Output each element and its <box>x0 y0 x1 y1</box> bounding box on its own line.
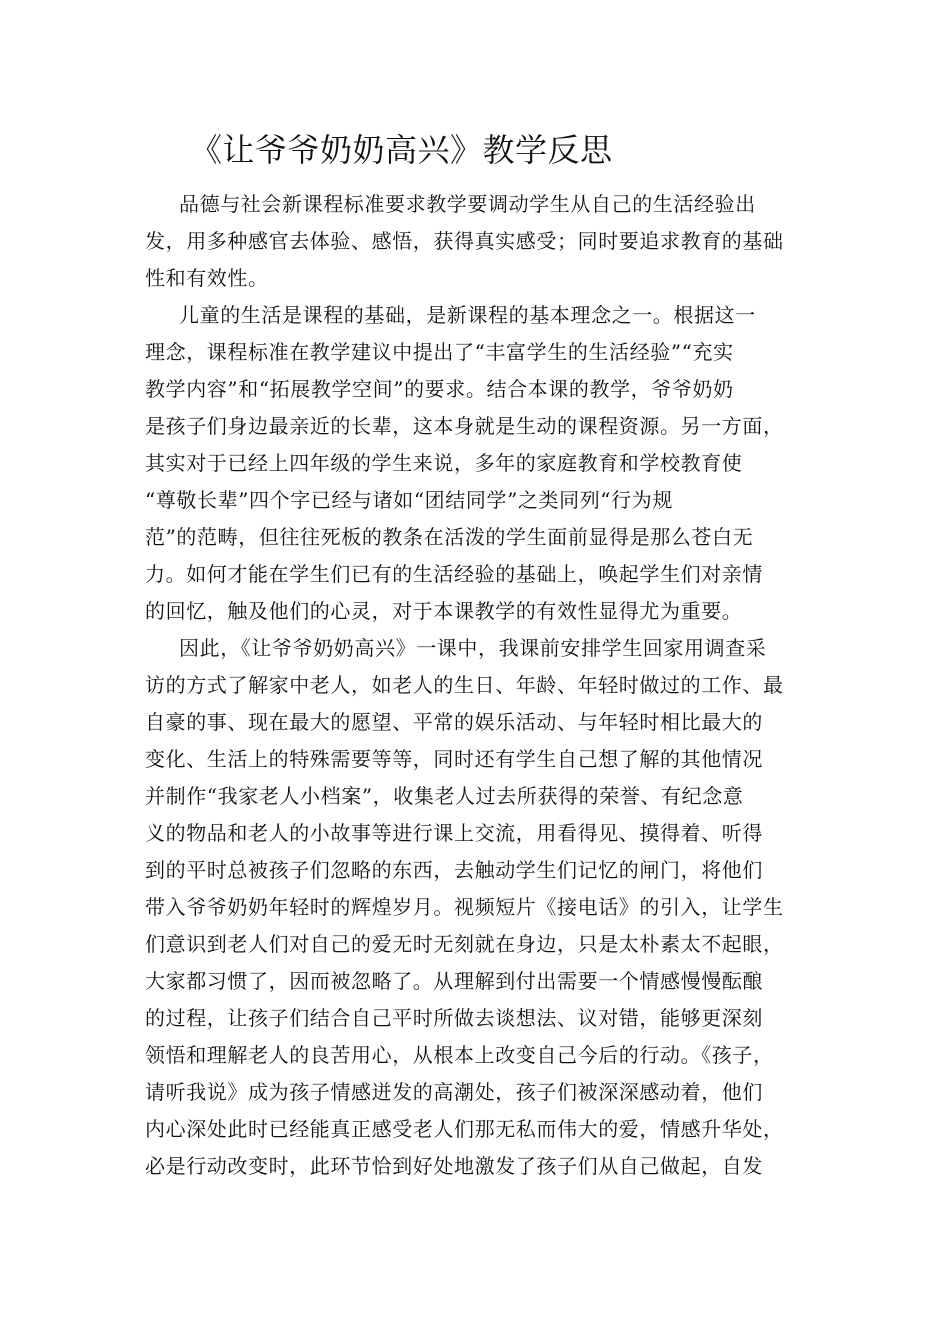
paragraph-line: 性和有效性。 <box>145 266 269 290</box>
paragraph <box>145 186 835 297</box>
paragraph-line: 大家都习惯了，因而被忽略了。从理解到付出需要一个情感慢慢酝酿 <box>145 969 763 993</box>
paragraph-line: 品德与社会新课程标准要求教学要调动学生从自己的生活经验出 <box>179 192 756 216</box>
paragraph-line: 范”的范畴，但往往死板的教条在活泼的学生面前显得是那么苍白无 <box>145 525 754 549</box>
paragraph-line: 力。如何才能在学生们已有的生活经验的基础上，唤起学生们对亲情 <box>145 562 763 586</box>
paragraph-line: 义的物品和老人的小故事等进行课上交流，用看得见、摸得着、听得 <box>145 821 763 845</box>
paragraph-line: 必是行动改变时，此环节恰到好处地激发了孩子们从自己做起，自发 <box>145 1154 763 1178</box>
paragraph-line: “尊敬长辈”四个字已经与诸如“团结同学”之类同列“行为规 <box>145 488 673 512</box>
paragraph-line: 的回忆，触及他们的心灵，对于本课教学的有效性显得尤为重要。 <box>145 599 743 623</box>
paragraph-line: 是孩子们身边最亲近的长辈，这本身就是生动的课程资源。另一方面， <box>145 414 784 438</box>
paragraph-line: 带入爷爷奶奶年轻时的辉煌岁月。视频短片《接电话》的引入，让学生 <box>145 895 784 919</box>
paragraph-line: 自豪的事、现在最大的愿望、平常的娱乐活动、与年轻时相比最大的 <box>145 710 763 734</box>
paragraph-line: 并制作“我家老人小档案”，收集老人过去所获得的荣誉、有纪念意 <box>145 784 744 808</box>
document-title: 《让爷爷奶奶高兴》教学反思 <box>190 131 613 169</box>
paragraph-line: 们意识到老人们对自己的爱无时无刻就在身边，只是太朴素太不起眼， <box>145 932 784 956</box>
paragraph-line: 变化、生活上的特殊需要等等，同时还有学生自己想了解的其他情况 <box>145 747 763 771</box>
paragraph-line: 儿童的生活是课程的基础，是新课程的基本理念之一。根据这一 <box>179 303 756 327</box>
paragraph-line: 因此，《让爷爷奶奶高兴》一课中，我课前安排学生回家用调查采 <box>179 636 767 660</box>
paragraph-line: 教学内容”和“拓展教学空间”的要求。结合本课的教学，爷爷奶奶 <box>145 377 734 401</box>
paragraph-line: 访的方式了解家中老人，如老人的生日、年龄、年轻时做过的工作、最 <box>145 673 784 697</box>
paragraph-line: 发，用多种感官去体验、感悟，获得真实感受；同时要追求教育的基础 <box>145 229 784 253</box>
paragraph <box>145 630 835 1185</box>
paragraph-line: 到的平时总被孩子们忽略的东西，去触动学生们记忆的闸门，将他们 <box>145 858 763 882</box>
document-body <box>145 186 835 1185</box>
paragraph <box>145 297 835 630</box>
paragraph-line: 请听我说》成为孩子情感迸发的高潮处，孩子们被深深感动着，他们 <box>145 1080 763 1104</box>
paragraph-line: 领悟和理解老人的良苦用心，从根本上改变自己今后的行动。《孩子， <box>145 1043 774 1067</box>
paragraph-line: 内心深处此时已经能真正感受老人们那无私而伟大的爱，情感升华处， <box>145 1117 784 1141</box>
paragraph-line: 其实对于已经上四年级的学生来说，多年的家庭教育和学校教育使 <box>145 451 743 475</box>
paragraph-line: 的过程，让孩子们结合自己平时所做去谈想法、议对错，能够更深刻 <box>145 1006 763 1030</box>
paragraph-line: 理念，课程标准在教学建议中提出了“丰富学生的生活经验”“充实 <box>145 340 734 364</box>
